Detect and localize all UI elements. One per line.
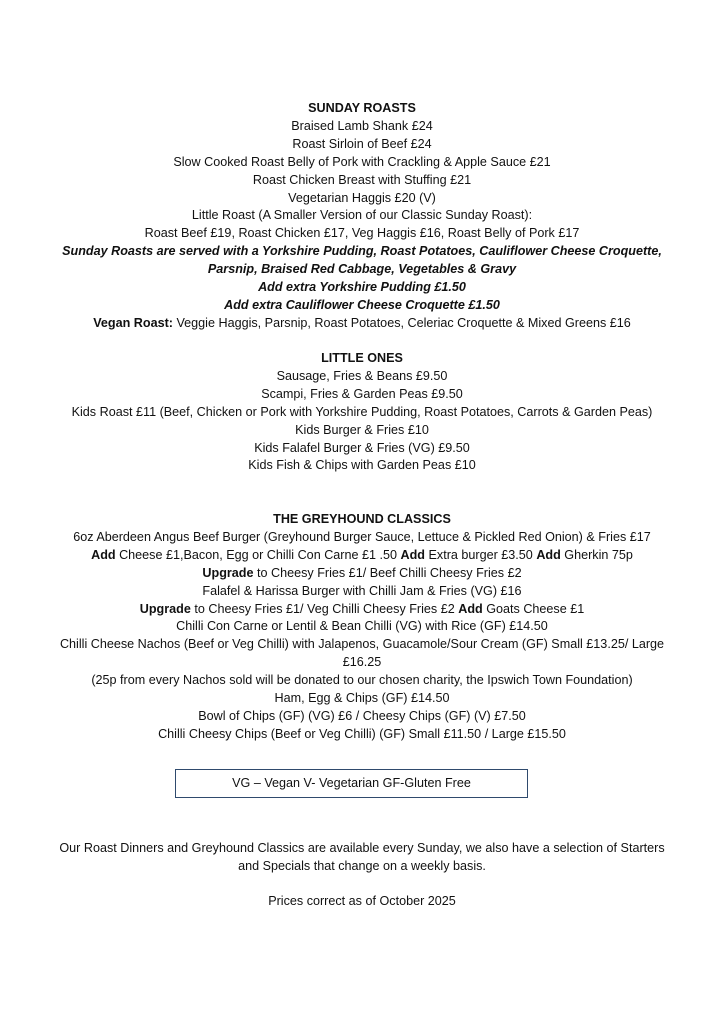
burger-addons bbox=[0, 547, 724, 565]
menu-item: Roast Beef £19, Roast Chicken £17, Veg Haggis £16, Roast Belly of Pork £17 bbox=[144, 226, 580, 241]
greyhound-classics-section bbox=[0, 511, 724, 744]
addon-text: Gherkin 75p bbox=[560, 547, 633, 562]
menu-item: £16.25 bbox=[342, 655, 382, 670]
menu-item: Kids Falafel Burger & Fries (VG) £9.50 bbox=[254, 440, 470, 455]
section-heading: THE GREYHOUND CLASSICS bbox=[273, 512, 451, 526]
menu-item: Ham, Egg & Chips (GF) £14.50 bbox=[274, 691, 450, 706]
menu-item: Chilli Cheese Nachos (Beef or Veg Chilli) with Jalapenos, Guacamole/Sour Cream (GF) Small £13.25/ Large bbox=[59, 637, 665, 652]
menu-item: Falafel & Harissa Burger with Chilli Jam & Fries (VG) £16 bbox=[202, 583, 522, 598]
menu-item: Slow Cooked Roast Belly of Pork with Crackling & Apple Sauce £21 bbox=[173, 154, 551, 169]
addon-text: Cheese £1,Bacon, Egg or Chilli Con Carne £1 .50 bbox=[115, 547, 401, 562]
menu-item: Kids Fish & Chips with Garden Peas £10 bbox=[248, 458, 476, 473]
section-heading: LITTLE ONES bbox=[321, 351, 403, 365]
section-heading: SUNDAY ROASTS bbox=[308, 101, 416, 115]
upgrade-label: Upgrade bbox=[202, 565, 254, 580]
addon-text: Goats Cheese £1 bbox=[482, 601, 585, 616]
roast-note: Add extra Yorkshire Pudding £1.50 bbox=[258, 280, 466, 295]
charity-note: (25p from every Nachos sold will be donated to our chosen charity, the Ipswich Town Foundation) bbox=[91, 673, 633, 688]
add-label: Add bbox=[91, 547, 116, 562]
upgrade-label: Upgrade bbox=[139, 601, 191, 616]
roast-note: Add extra Cauliflower Cheese Croquette £1.50 bbox=[224, 297, 500, 312]
menu-item: Little Roast (A Smaller Version of our Classic Sunday Roast): bbox=[191, 208, 533, 223]
add-label: Add bbox=[400, 547, 425, 562]
menu-item: Roast Chicken Breast with Stuffing £21 bbox=[252, 172, 472, 187]
dietary-legend: VG – Vegan V- Vegetarian GF-Gluten Free bbox=[175, 769, 528, 798]
menu-item: Kids Roast £11 (Beef, Chicken or Pork with Yorkshire Pudding, Roast Potatoes, Carrots & Garden Peas) bbox=[71, 404, 653, 419]
little-ones-section bbox=[0, 350, 724, 475]
burger-upgrade bbox=[0, 565, 724, 583]
prices-note-block bbox=[0, 893, 724, 911]
menu-item: Chilli Cheesy Chips (Beef or Veg Chilli) (GF) Small £11.50 / Large £15.50 bbox=[158, 726, 566, 741]
vegan-roast-text: Veggie Haggis, Parsnip, Roast Potatoes, Celeriac Croquette & Mixed Greens £16 bbox=[172, 315, 631, 330]
menu-item: Vegetarian Haggis £20 (V) bbox=[288, 190, 436, 205]
falafel-upgrade bbox=[0, 601, 724, 619]
menu-item: Chilli Con Carne or Lentil & Bean Chilli (VG) with Rice (GF) £14.50 bbox=[176, 619, 548, 634]
menu-item: Roast Sirloin of Beef £24 bbox=[292, 136, 432, 151]
footer-note bbox=[0, 840, 724, 876]
availability-note: Our Roast Dinners and Greyhound Classics are available every Sunday, we also have a selection of Starters bbox=[59, 841, 665, 855]
menu-item: Scampi, Fries & Garden Peas £9.50 bbox=[261, 386, 463, 401]
menu-item: Bowl of Chips (GF) (VG) £6 / Cheesy Chips (GF) (V) £7.50 bbox=[198, 708, 526, 723]
upgrade-text: to Cheesy Fries £1/ Veg Chilli Cheesy Fries £2 bbox=[190, 601, 459, 616]
add-label: Add bbox=[458, 601, 483, 616]
upgrade-text: to Cheesy Fries £1/ Beef Chilli Cheesy Fries £2 bbox=[253, 565, 522, 580]
addon-text: Extra burger £3.50 bbox=[425, 547, 537, 562]
availability-note: and Specials that change on a weekly basis. bbox=[238, 858, 486, 873]
menu-item: Braised Lamb Shank £24 bbox=[291, 118, 433, 133]
menu-item: 6oz Aberdeen Angus Beef Burger (Greyhound Burger Sauce, Lettuce & Pickled Red Onion) & Fries £17 bbox=[73, 529, 651, 544]
prices-note: Prices correct as of October 2025 bbox=[268, 894, 456, 908]
vegan-roast-label: Vegan Roast: bbox=[93, 315, 173, 330]
sunday-roasts-section bbox=[0, 100, 724, 333]
menu-item: Kids Burger & Fries £10 bbox=[295, 422, 429, 437]
roast-note: Parsnip, Braised Red Cabbage, Vegetables & Gravy bbox=[207, 262, 517, 277]
vegan-roast-item bbox=[0, 315, 724, 333]
roast-note: Sunday Roasts are served with a Yorkshire Pudding, Roast Potatoes, Cauliflower Cheese Croquette, bbox=[62, 244, 662, 259]
menu-item: Sausage, Fries & Beans £9.50 bbox=[276, 368, 448, 383]
add-label: Add bbox=[536, 547, 561, 562]
